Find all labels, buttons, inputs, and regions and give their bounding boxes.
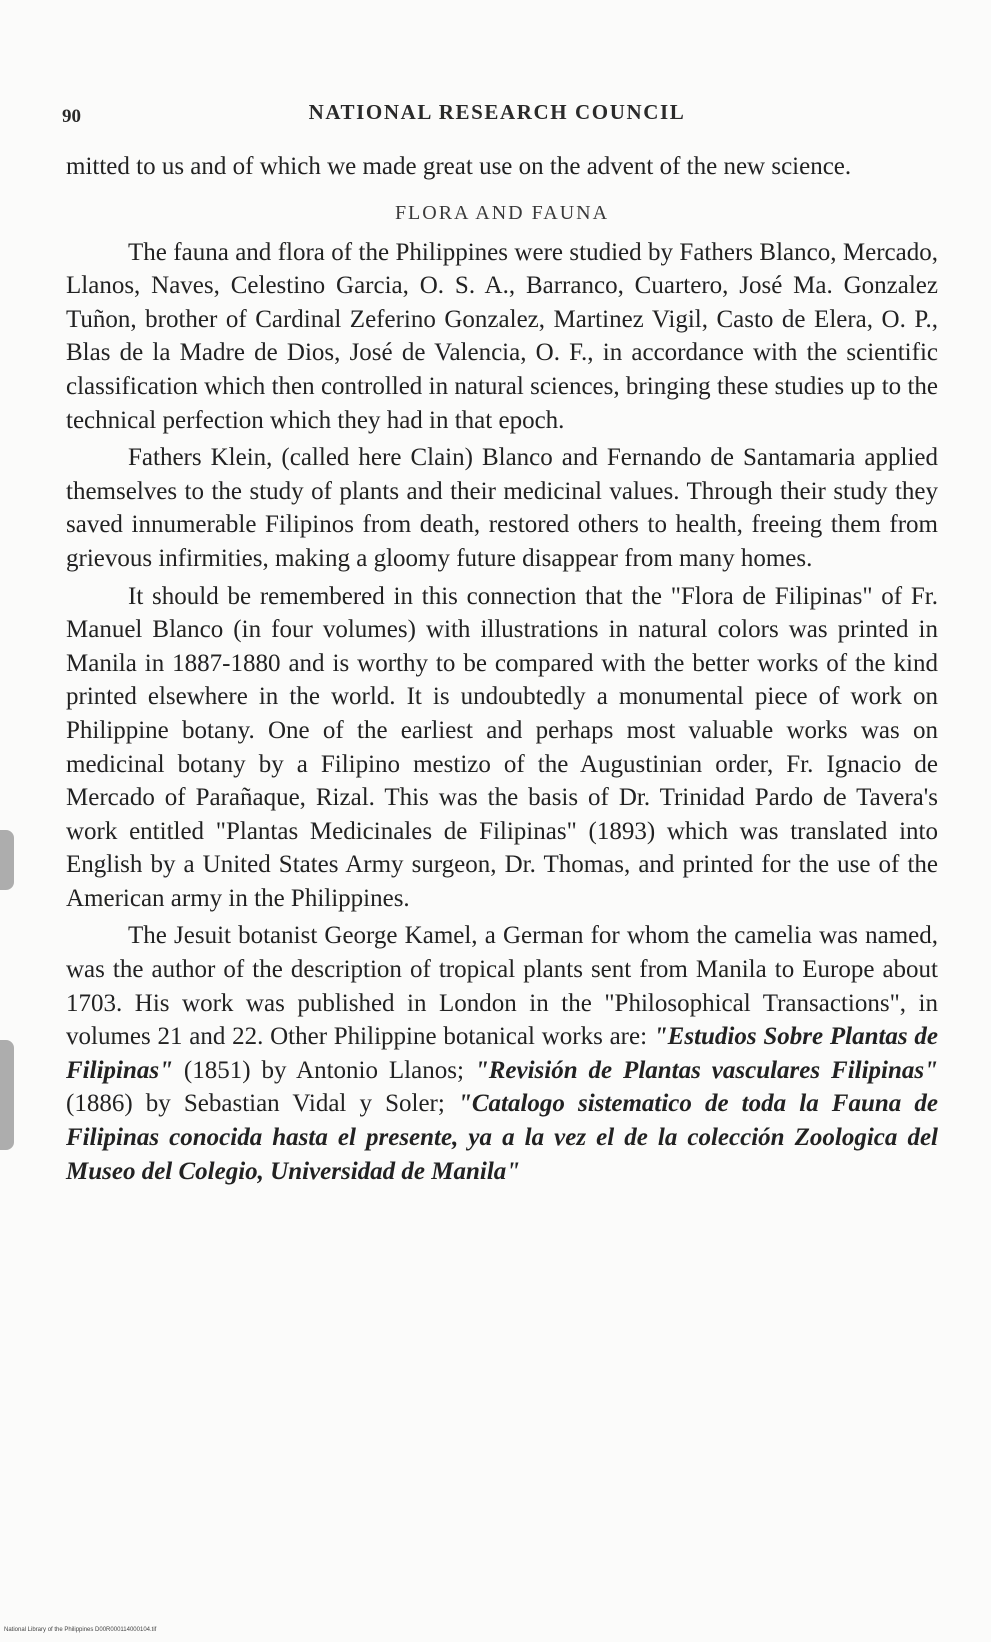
page-number: 90 (62, 106, 81, 127)
paragraph-continuation: mitted to us and of which we made great use on the advent of the new science. (66, 153, 852, 180)
book-title: "Catalogo sistematico de toda la Fauna de Filipinas conocida hasta el presente, ya a la vez el de la colección Zoologica del Museo del Colegio, Universidad de Manila" (66, 1090, 938, 1185)
paragraph-flora-de-filipinas: It should be remembered in this connection that the "Flora de Filipinas" of Fr. Manuel Blanco (in four volumes) with illustrations in natural colors was printed in Manila in 1887-1880 and is worthy to be compared with the better works of the kind printed elsewhere in the world. It is undoubtedly a monumental piece of work on Philippine botany. One of the earliest and perhaps most valuable works was on medicinal botany by a Filipino mestizo of the Augustinian order, Fr. Ignacio de Mercado of Parañaque, Rizal. This was the basis of Dr. Trinidad Pardo de Tavera's work entitled "Plantas Medicinales de Filipinas" (1893) which was translated into English by a United States Army surgeon, Dr. Thomas, and printed for the use of the American army in the Philippines. (66, 582, 938, 912)
scan-edge-mark (0, 830, 14, 890)
scan-footer: National Library of the Philippines D00R000114000104.tif (4, 1627, 157, 1633)
text-run: (1851) by Antonio Llanos; (172, 1056, 475, 1084)
paragraph-fauna-flora: The fauna and flora of the Philippines were studied by Fathers Blanco, Mercado, Llanos, Naves, Celestino Garcia, O. S. A., Barranco, Cuartero, José Ma. Gonzalez Tuñon, brother of Cardinal Zeferino Gonzalez, Martinez Vigil, Casto de Elera, O. P., Blas de la Madre de Dios, José de Valencia, O. F., in accordance with the scientific classification which then controlled in natural sciences, bringing these studies up to the technical perfection which they had in that epoch. (66, 238, 938, 434)
book-title: "Revisión de Plantas vasculares Filipinas" (474, 1056, 938, 1084)
paragraph-botanical-works (66, 919, 938, 1188)
running-title: NATIONAL RESEARCH COUNCIL (308, 100, 686, 124)
page-header (62, 100, 932, 132)
paragraph-medicinal-plants: Fathers Klein, (called here Clain) Blanco and Fernando de Santamaria applied themselves to the study of plants and their medicinal values. Through their study they saved innumerable Filipinos from death, restored others to health, freeing them from grievous infirmities, making a gloomy future disappear from many homes. (66, 444, 938, 572)
text-run: (1886) by Sebastian Vidal y Soler; (66, 1090, 458, 1118)
text-run: The Jesuit botanist George Kamel, a German for whom the camelia was named, was the author of the description of tropical plants sent from Manila to Europe about 1703. His work was published in London in the "Philosophical Transactions", in volumes 21 and 22. Other Philippine botanical works are: (66, 922, 938, 1051)
book-title: "Estudios Sobre Plantas de Filipinas" (66, 1023, 938, 1084)
scan-edge-mark (0, 1040, 14, 1150)
section-heading: FLORA AND FAUNA (394, 201, 610, 224)
body-text (66, 150, 938, 1188)
